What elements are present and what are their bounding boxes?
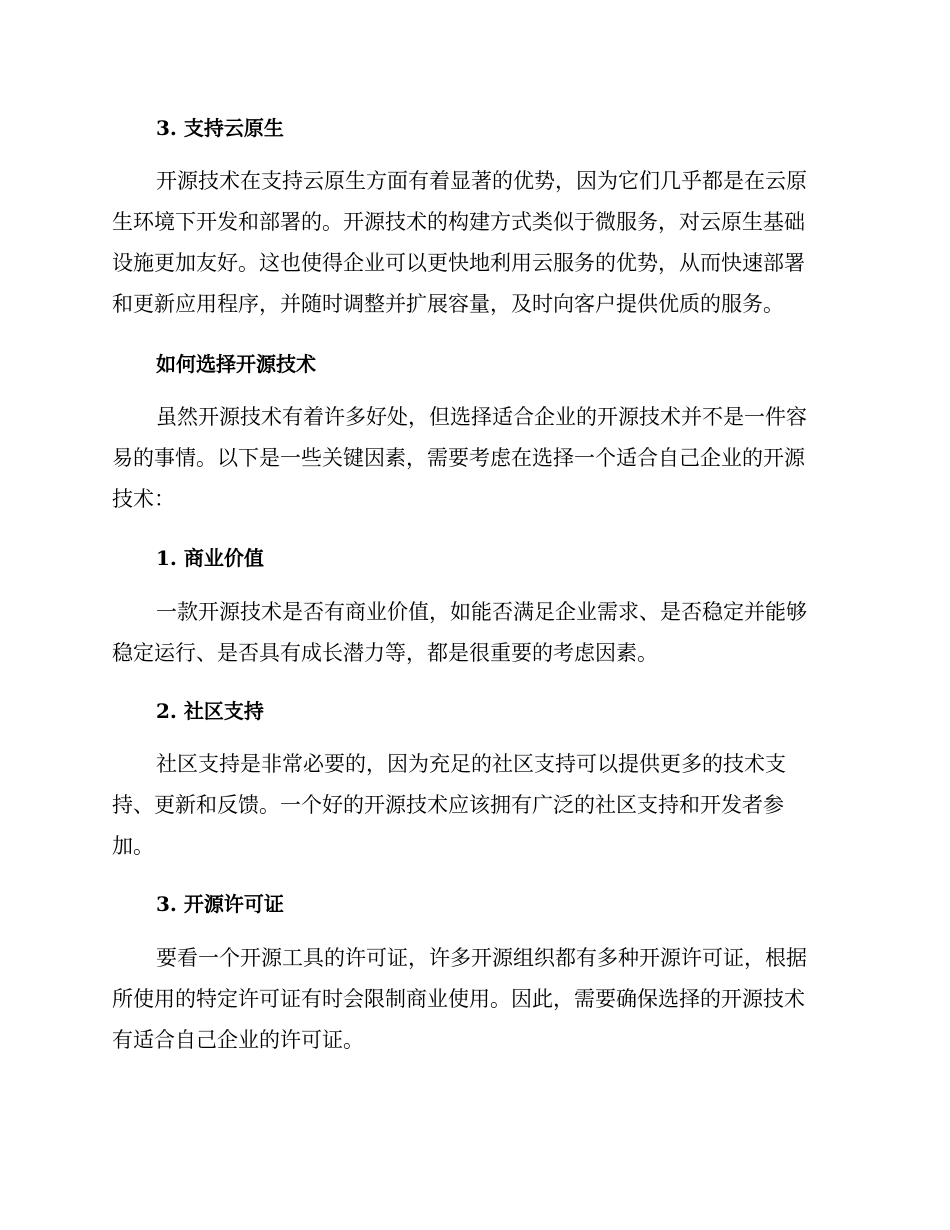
paragraph-line: 加。 bbox=[112, 834, 154, 858]
section-paragraph-cloud-native bbox=[112, 161, 832, 325]
paragraph-line: 和更新应用程序，并随时调整并扩展容量，及时向客户提供优质的服务。 bbox=[112, 292, 784, 316]
paragraph-line: 稳定运行、是否具有成长潜力等，都是很重要的考虑因素。 bbox=[112, 641, 658, 665]
paragraph-line: 一款开源技术是否有商业价值，如能否满足企业需求、是否稳定并能够 bbox=[156, 600, 807, 624]
section-heading-business-value: 1. 商业价值 bbox=[156, 546, 264, 570]
section-paragraph-business-value bbox=[112, 592, 832, 674]
paragraph-line: 社区支持是非常必要的，因为充足的社区支持可以提供更多的技术支 bbox=[156, 752, 786, 776]
paragraph-line: 易的事情。以下是一些关键因素，需要考虑在选择一个适合自己企业的开源 bbox=[112, 446, 805, 470]
paragraph-line: 开源技术在支持云原生方面有着显著的优势，因为它们几乎都是在云原 bbox=[156, 169, 807, 193]
paragraph-line: 有适合自己企业的许可证。 bbox=[112, 1028, 364, 1052]
section-paragraph-community-support bbox=[112, 744, 832, 867]
section-heading-open-source-license: 3. 开源许可证 bbox=[156, 892, 284, 916]
paragraph-line: 要看一个开源工具的许可证，许多开源组织都有多种开源许可证，根据 bbox=[156, 946, 807, 970]
paragraph-line: 虽然开源技术有着许多好处，但选择适合企业的开源技术并不是一件容 bbox=[156, 405, 807, 429]
section-heading-community-support: 2. 社区支持 bbox=[156, 699, 264, 723]
paragraph-line: 生环境下开发和部署的。开源技术的构建方式类似于微服务，对云原生基础 bbox=[112, 210, 805, 234]
section-heading-how-to-choose: 如何选择开源技术 bbox=[156, 352, 316, 376]
paragraph-line: 设施更加友好。这也使得企业可以更快地利用云服务的优势，从而快速部署 bbox=[112, 251, 805, 275]
paragraph-line: 技术： bbox=[112, 487, 175, 511]
section-heading-cloud-native: 3. 支持云原生 bbox=[156, 116, 284, 140]
section-paragraph-open-source-license bbox=[112, 938, 832, 1061]
paragraph-line: 持、更新和反馈。一个好的开源技术应该拥有广泛的社区支持和开发者参 bbox=[112, 793, 784, 817]
paragraph-line: 所使用的特定许可证有时会限制商业使用。因此，需要确保选择的开源技术 bbox=[112, 987, 805, 1011]
section-paragraph-how-to-choose bbox=[112, 397, 832, 520]
